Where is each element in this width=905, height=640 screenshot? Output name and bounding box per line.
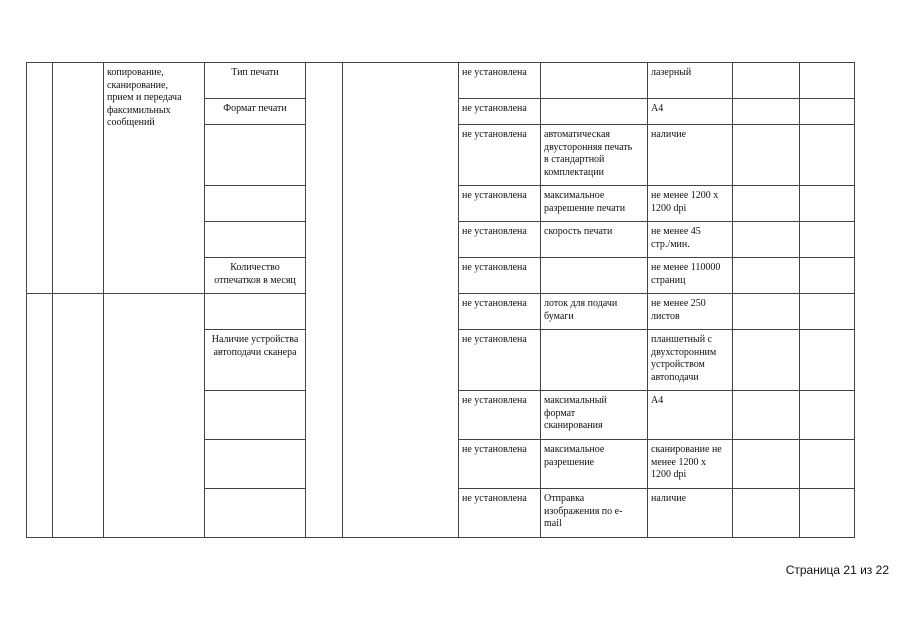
index-cell — [27, 63, 53, 294]
empty-cell — [343, 63, 459, 538]
status-cell: не установлена — [459, 99, 541, 125]
status-cell: не установлена — [459, 391, 541, 440]
empty-cell — [800, 330, 855, 391]
specifications-table — [26, 62, 855, 538]
value-cell: А4 — [648, 99, 733, 125]
empty-cell — [733, 489, 800, 538]
characteristic-cell — [205, 125, 306, 186]
empty-cell — [733, 258, 800, 294]
value-cell: лазерный — [648, 63, 733, 99]
unit-cell — [306, 63, 343, 538]
empty-cell — [800, 489, 855, 538]
parameter-cell: Отправка изображения по e- mail — [541, 489, 648, 538]
empty-cell — [800, 294, 855, 330]
value-cell: не менее 250 листов — [648, 294, 733, 330]
parameter-cell — [541, 99, 648, 125]
status-cell: не установлена — [459, 125, 541, 186]
index-cell — [27, 294, 53, 538]
characteristic-cell — [205, 222, 306, 258]
value-cell: сканирование не менее 1200 х 1200 dpi — [648, 440, 733, 489]
parameter-cell — [541, 258, 648, 294]
empty-cell — [733, 440, 800, 489]
value-cell: планшетный с двухсторонним устройством автоподачи — [648, 330, 733, 391]
empty-cell — [733, 125, 800, 186]
status-cell: не установлена — [459, 63, 541, 99]
status-cell: не установлена — [459, 222, 541, 258]
status-cell: не установлена — [459, 294, 541, 330]
value-cell: не менее 45 стр./мин. — [648, 222, 733, 258]
status-cell: не установлена — [459, 258, 541, 294]
code-cell — [53, 63, 104, 294]
empty-cell — [800, 63, 855, 99]
empty-cell — [800, 440, 855, 489]
parameter-cell: автоматическая двусторонняя печать в стандартной комплектации — [541, 125, 648, 186]
empty-cell — [733, 330, 800, 391]
empty-cell — [733, 186, 800, 222]
status-cell: не установлена — [459, 440, 541, 489]
empty-cell — [733, 391, 800, 440]
empty-cell — [800, 391, 855, 440]
value-cell: не менее 110000 страниц — [648, 258, 733, 294]
characteristic-cell: Количество отпечатков в месяц — [205, 258, 306, 294]
parameter-cell: максимальный формат сканирования — [541, 391, 648, 440]
empty-cell — [800, 186, 855, 222]
characteristic-cell — [205, 391, 306, 440]
value-cell: не менее 1200 х 1200 dpi — [648, 186, 733, 222]
status-cell: не установлена — [459, 330, 541, 391]
empty-cell — [733, 99, 800, 125]
value-cell: наличие — [648, 125, 733, 186]
parameter-cell: максимальное разрешение — [541, 440, 648, 489]
empty-cell — [733, 294, 800, 330]
status-cell: не установлена — [459, 489, 541, 538]
empty-cell — [733, 222, 800, 258]
parameter-cell: скорость печати — [541, 222, 648, 258]
parameter-cell: максимальное разрешение печати — [541, 186, 648, 222]
characteristic-cell: Формат печати — [205, 99, 306, 125]
table-row — [27, 63, 855, 99]
empty-cell — [800, 99, 855, 125]
code-cell — [53, 294, 104, 538]
empty-cell — [800, 222, 855, 258]
empty-cell — [733, 63, 800, 99]
parameter-cell — [541, 330, 648, 391]
parameter-cell — [541, 63, 648, 99]
empty-cell — [800, 125, 855, 186]
value-cell: наличие — [648, 489, 733, 538]
function-cell: копирование, сканирование, прием и передача факсимильных сообщений — [104, 63, 205, 294]
parameter-cell: лоток для подачи бумаги — [541, 294, 648, 330]
characteristic-cell — [205, 294, 306, 330]
page-number: Страница 21 из 22 — [785, 563, 889, 577]
function-cell — [104, 294, 205, 538]
value-cell: А4 — [648, 391, 733, 440]
characteristic-cell — [205, 186, 306, 222]
status-cell: не установлена — [459, 186, 541, 222]
characteristic-cell: Наличие устройства автоподачи сканера — [205, 330, 306, 391]
empty-cell — [800, 258, 855, 294]
characteristic-cell: Тип печати — [205, 63, 306, 99]
characteristic-cell — [205, 489, 306, 538]
characteristic-cell — [205, 440, 306, 489]
